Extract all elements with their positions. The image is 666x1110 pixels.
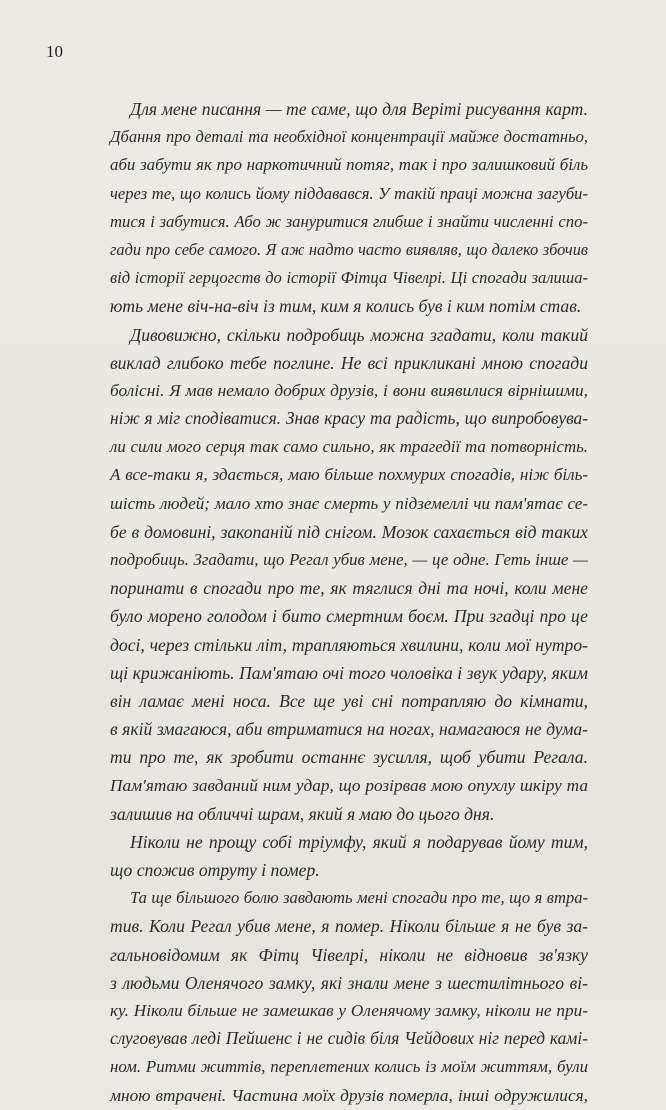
paragraph	[110, 95, 588, 321]
text-line: в якій змагаюся, аби втриматися на ногах, намагаюся не дума-	[110, 719, 588, 740]
text-line: Для мене писання — те саме, що для Веріті рисування карт.	[130, 99, 588, 119]
text-line: А все-таки я, здається, маю більше похмурих спогадів, ніж біль-	[110, 465, 588, 485]
text-line: поринати в спогади про те, як тяглися дні та ночі, коли мене	[110, 578, 588, 599]
paragraph	[110, 321, 588, 828]
paragraph	[110, 884, 588, 1110]
text-line: Пам'ятаю завданий ним удар, що розірвав мою опухлу шкіру та	[110, 775, 588, 795]
text-line: від історії герцогств до історії Фітца Чівелрі. Ці спогади залиша-	[110, 268, 588, 288]
text-line: ти про те, як зробити останнє зусилля, щоб убити Регала.	[110, 747, 588, 768]
text-line: ку. Ніколи більше не замешкав у Оленячому замку, ніколи не при-	[110, 1001, 588, 1020]
text-line: що спожив отруту і помер.	[110, 860, 320, 881]
text-line: ли сили мого серця так само сильно, як трагедії та потворність.	[110, 437, 588, 457]
text-line: болісні. Я мав немало добрих друзів, і вони виявилися вірнішими,	[110, 380, 588, 400]
page-number: 10	[46, 42, 63, 61]
text-line: гальновідомим як Фітц Чівелрі, ніколи не відновив зв'язку	[110, 944, 588, 965]
text-line: Та ще більшого болю завдають мені спогади про те, що я втра-	[130, 888, 588, 908]
body-text	[110, 95, 588, 1110]
text-line: виклад глибоко тебе поглине. Не всі прикликані мною спогади	[110, 352, 588, 373]
text-line: подробиць. Згадати, що Регал убив мене, — це одне. Геть інше —	[110, 550, 588, 569]
text-line: мною втрачені. Частина моїх друзів померла, інші одружилися,	[110, 1085, 588, 1105]
text-line: щі крижаніють. Пам'ятаю очі того чоловіка і звук удару, яким	[110, 662, 588, 683]
text-line: досі, через стільки літ, трапляються хвилини, коли мої нутро-	[110, 634, 588, 655]
text-line: тив. Коли Регал убив мене, я помер. Ніколи більше я не був за-	[110, 916, 588, 937]
text-line: шість людей; мало хто знає смерть у підземеллі чи пам'ятає се-	[110, 493, 588, 513]
text-line: аби забути як про наркотичний потяг, так і про залишковий біль	[110, 155, 588, 175]
text-line: Дивовижно, скільки подробиць можна згадати, коли такий	[130, 324, 588, 345]
text-line: було морено голодом і бито смертним боєм. При згадці про це	[110, 606, 588, 627]
text-line: він ламає мені носа. Все ще уві сні потрапляю до кімнати,	[110, 690, 588, 711]
text-line: ном. Ритми життів, переплетених колись із моїм життям, були	[110, 1057, 588, 1077]
text-line: ніж я міг сподіватися. Знав красу та радість, що випробовува-	[110, 409, 588, 429]
text-line: Дбання про деталі та необхідної концентрації майже достатньо,	[110, 127, 588, 147]
text-line: з людьми Оленячого замку, які знали мене з шестилітнього ві-	[110, 972, 588, 993]
text-line: Ніколи не прощу собі тріумфу, який я подарував йому тим,	[130, 831, 588, 852]
text-line: ють мене віч-на-віч із тим, ким я колись був і ким потім став.	[110, 296, 582, 317]
text-line: тися і забутися. Або ж зануритися глибше і знайти численні спо-	[110, 211, 588, 231]
text-line: через те, що колись йому піддавався. У такій праці можна загуби-	[110, 183, 588, 203]
text-line: бе в домовині, закопаній під снігом. Мозок сахається від таких	[110, 521, 588, 542]
text-line: гади про себе самого. Я аж надто часто виявляв, що далеко збочив	[110, 239, 588, 259]
text-line: залишив на обличчі шрам, який я маю до цього дня.	[110, 803, 495, 824]
text-line: слуговував леді Пейшенс і не сидів біля Чейдових ніг перед камі-	[110, 1029, 588, 1049]
paragraph	[110, 828, 588, 884]
